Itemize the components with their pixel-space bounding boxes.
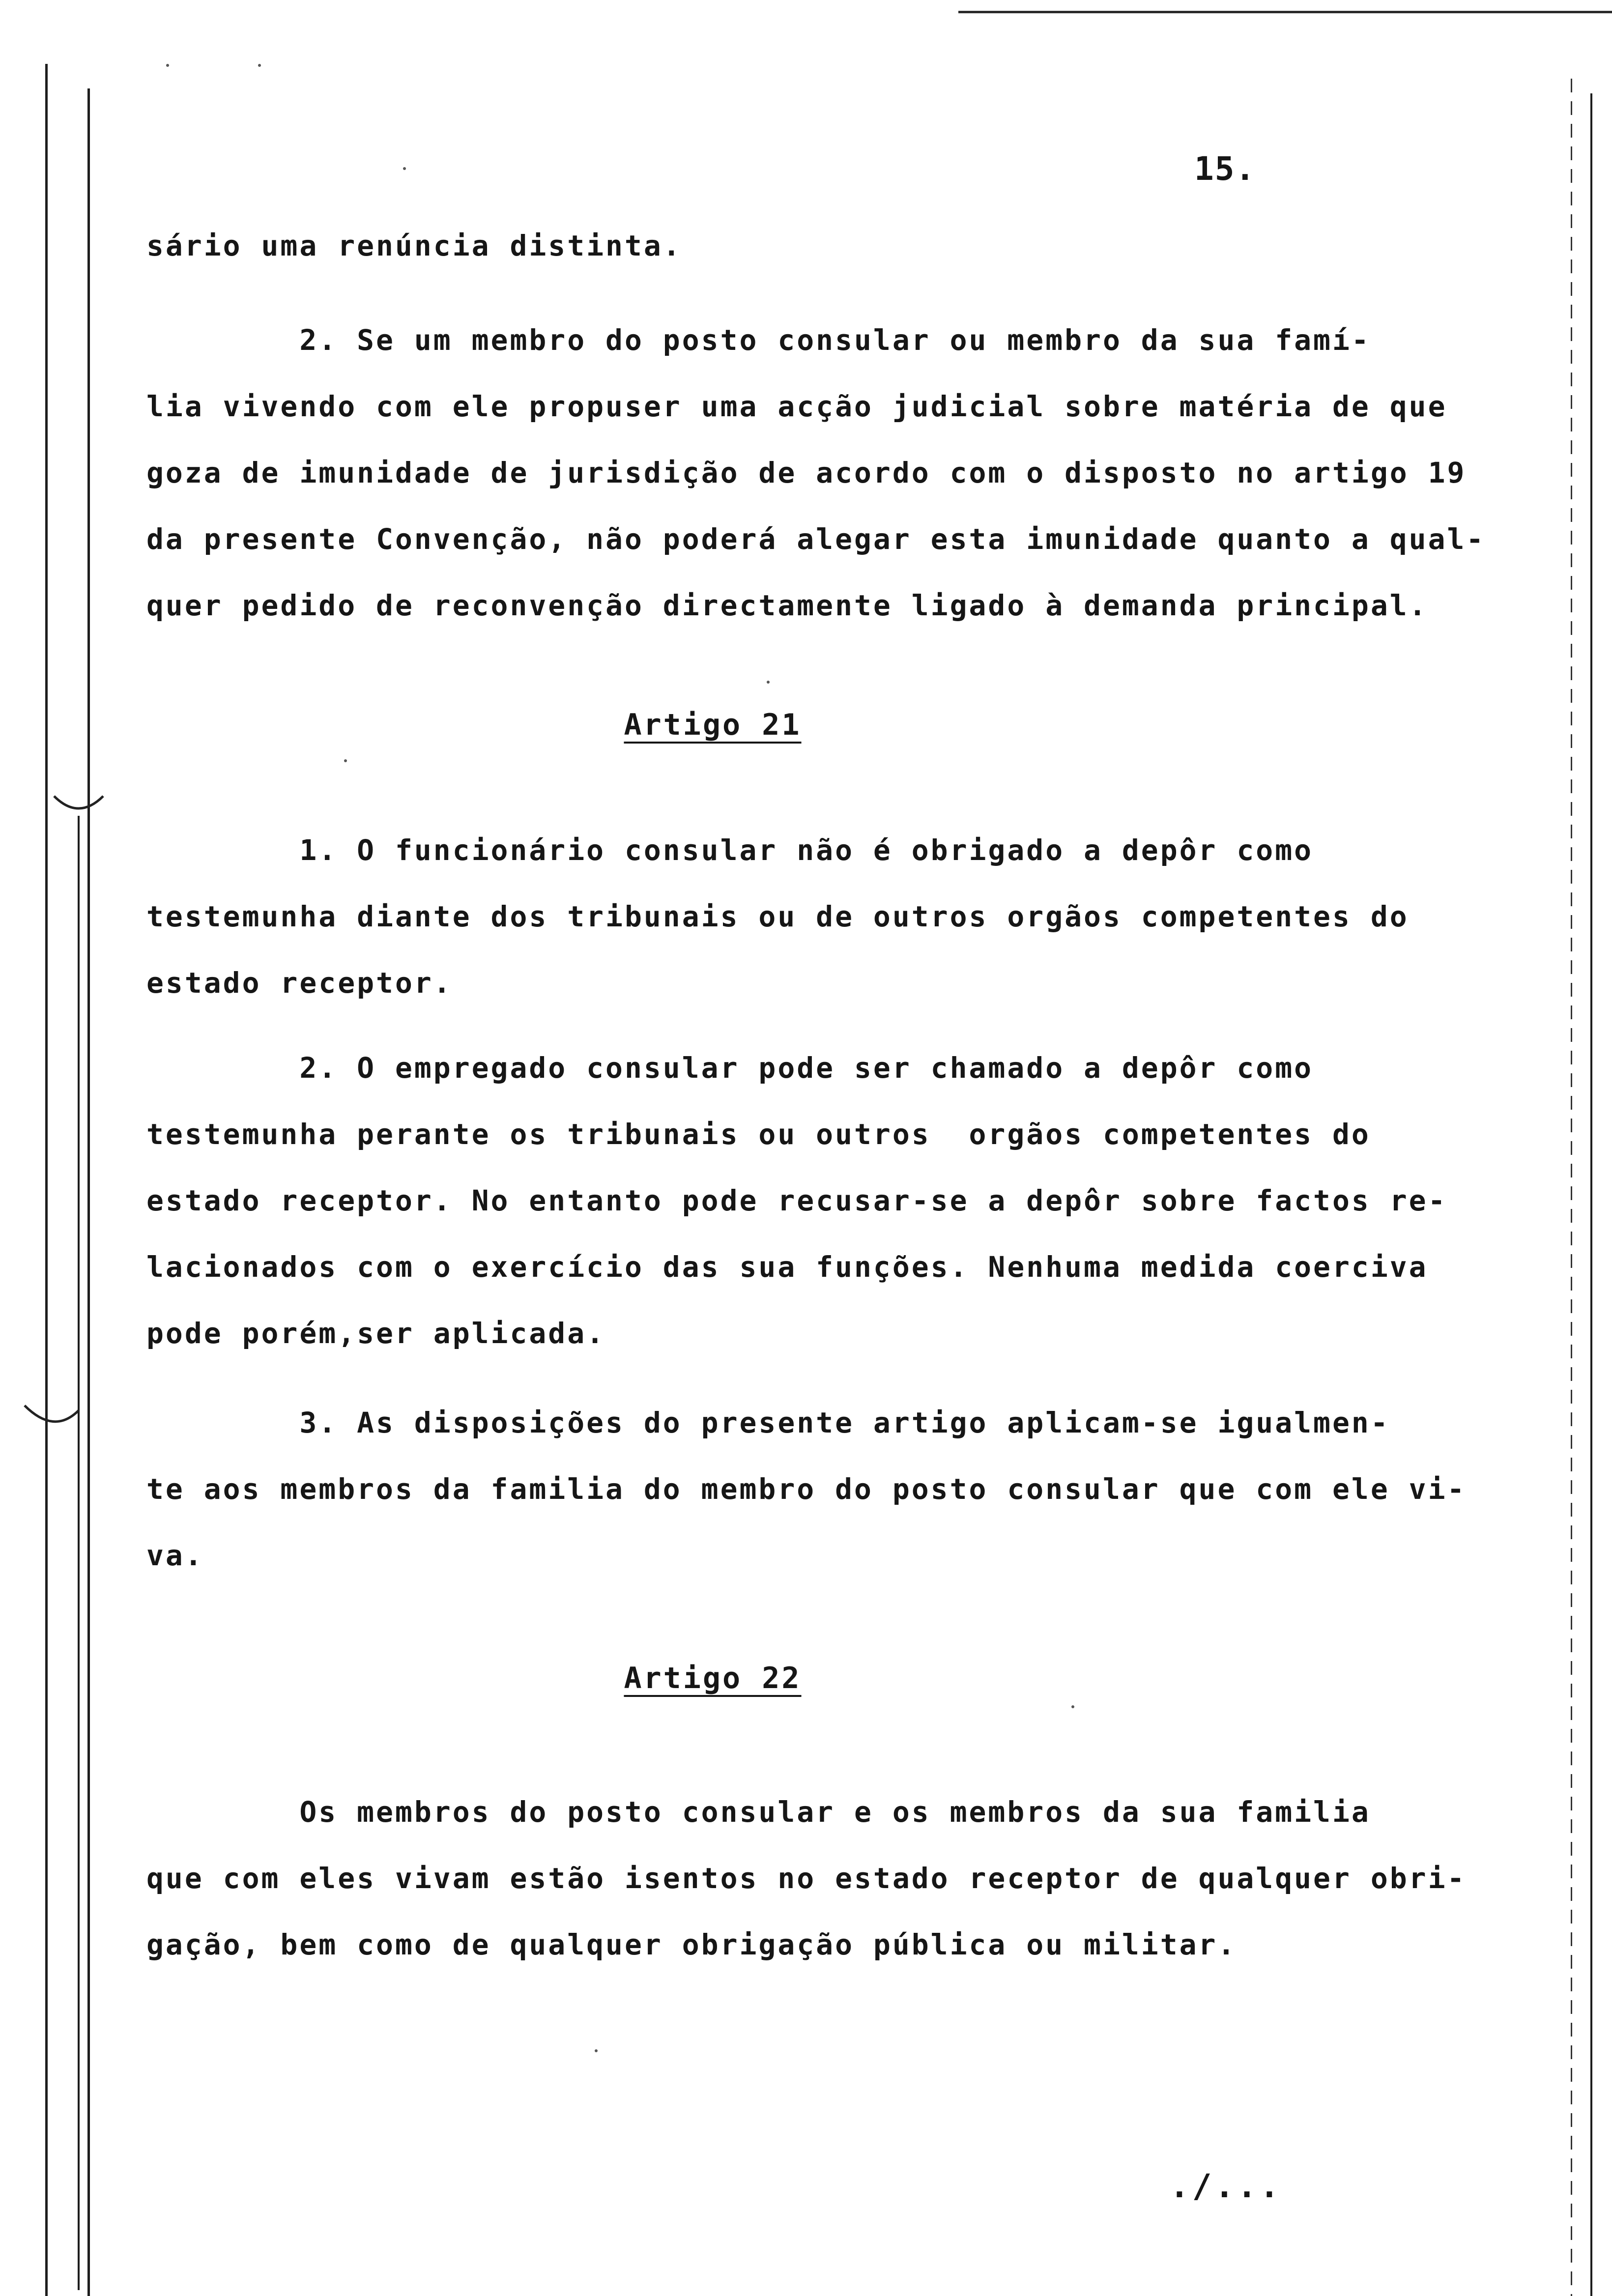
text-line: 1. O funcionário consular não é obrigado a depôr como xyxy=(146,833,1314,867)
text-line: 3. As disposições do presente artigo aplicam-se igualmen- xyxy=(146,1406,1390,1439)
speck xyxy=(403,167,406,170)
text-line: estado receptor. xyxy=(146,966,453,1000)
text-line: te aos membros da familia do membro do posto consular que com ele vi- xyxy=(146,1472,1467,1506)
left-binding-line-inner2 xyxy=(78,816,80,2290)
binding-bracket-lower xyxy=(20,1391,79,1445)
text-line: goza de imunidade de jurisdição de acordo com o disposto no artigo 19 xyxy=(146,456,1467,489)
text-line: 2. Se um membro do posto consular ou membro da sua famí- xyxy=(146,323,1371,357)
article-22-heading xyxy=(0,1661,1425,1695)
left-binding-line-inner xyxy=(87,88,90,2296)
left-binding-line-outer xyxy=(45,64,48,2296)
text-line: lia vivendo com ele propuser uma acção judicial sobre matéria de que xyxy=(146,390,1447,423)
text-line: da presente Convenção, não poderá alegar esta imunidade quanto a qual- xyxy=(146,522,1486,556)
text-line: va. xyxy=(146,1539,204,1572)
text-line: quer pedido de reconvenção directamente ligado à demanda principal. xyxy=(146,589,1428,622)
text-line: que com eles vivam estão isentos no estado receptor de qualquer obri- xyxy=(146,1862,1467,1895)
speck xyxy=(595,2049,598,2052)
text-line: sário uma renúncia distinta. xyxy=(146,229,682,262)
text-line: lacionados com o exercício das sua funções. Nenhuma medida coerciva xyxy=(146,1250,1428,1284)
article-21-heading xyxy=(0,708,1425,742)
text-line: testemunha perante os tribunais ou outros orgãos competentes do xyxy=(146,1118,1371,1151)
article-21-heading-text: Artigo 21 xyxy=(624,708,802,742)
speck xyxy=(344,759,347,762)
text-line: estado receptor. No entanto pode recusar-se a depôr sobre factos re- xyxy=(146,1184,1447,1217)
text-line: Os membros do posto consular e os membros da sua familia xyxy=(146,1795,1371,1829)
continuation-mark: ./... xyxy=(1170,2167,1282,2205)
speck xyxy=(258,64,261,67)
binding-bracket-upper xyxy=(49,776,108,831)
text-line: pode porém,ser aplicada. xyxy=(146,1317,606,1350)
text-line: testemunha diante dos tribunais ou de outros orgãos competentes do xyxy=(146,900,1409,933)
page-number: 15. xyxy=(1194,150,1256,188)
top-edge-line xyxy=(958,11,1612,13)
article-22-heading-text: Artigo 22 xyxy=(624,1661,802,1695)
speck xyxy=(166,64,169,67)
text-line: gação, bem como de qualquer obrigação pública ou militar. xyxy=(146,1928,1237,1961)
right-binding-line-dashed xyxy=(1571,79,1572,2296)
text-line: 2. O empregado consular pode ser chamado a depôr como xyxy=(146,1051,1314,1085)
speck xyxy=(1071,1705,1074,1708)
right-binding-line-outer xyxy=(1590,93,1592,2296)
speck xyxy=(767,681,770,684)
